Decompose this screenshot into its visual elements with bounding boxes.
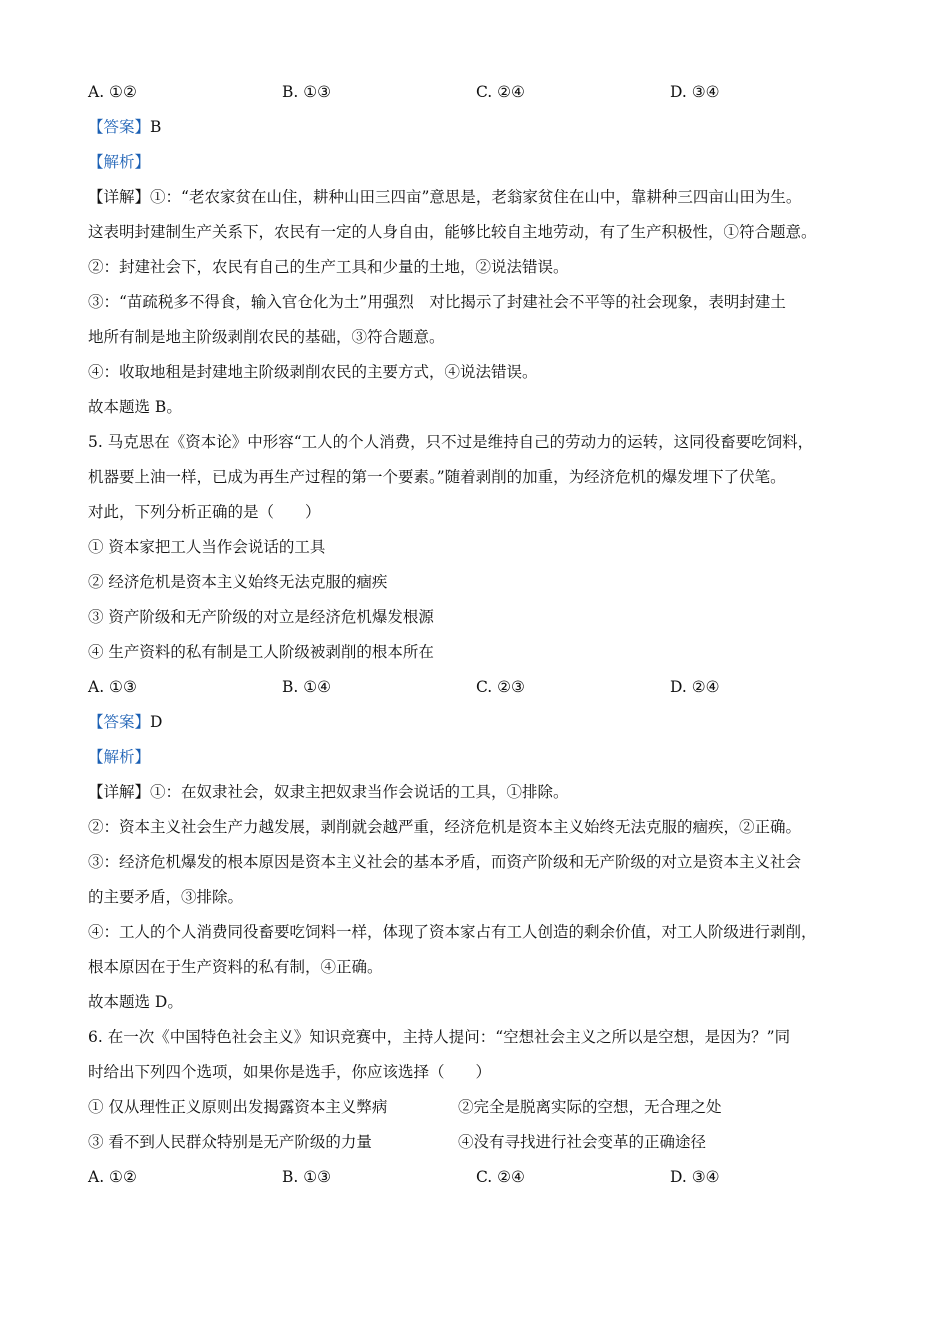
q5-detail-line — [88, 778, 868, 813]
q5-stem-line: 对此，下列分析正确的是（ ） — [88, 503, 321, 521]
q4-detail-line: ④：收取地租是封建地主阶级剥削农民的主要方式，④说法错误。 — [88, 363, 538, 381]
q5-option-a: A. ①③ — [88, 678, 137, 696]
q6-option-c: C. ②④ — [476, 1168, 525, 1186]
q5-statement: ① 资本家把工人当作会说话的工具 — [88, 538, 326, 556]
q5-option-c: C. ②③ — [476, 678, 525, 696]
q5-statement: ④ 生产资料的私有制是工人阶级被剥削的根本所在 — [88, 643, 434, 661]
q4-option-c: C. ②④ — [476, 83, 525, 101]
document-page — [88, 78, 868, 1198]
q5-option-b: B. ①④ — [282, 678, 332, 696]
q4-options — [88, 78, 868, 113]
answer-tag: 【答案】 — [88, 118, 151, 136]
q5-detail-line: 的主要矛盾，③排除。 — [88, 888, 244, 906]
q6-statement: ④没有寻找进行社会变革的正确途径 — [458, 1133, 707, 1151]
q6-option-d: D. ③④ — [670, 1168, 720, 1186]
answer-value: D — [150, 713, 163, 731]
q5-options — [88, 673, 868, 708]
q5-statement: ③ 资产阶级和无产阶级的对立是经济危机爆发根源 — [88, 608, 434, 626]
q4-answer — [88, 113, 868, 148]
q6-option-b: B. ①③ — [282, 1168, 332, 1186]
q6-statement: ① 仅从理性正义原则出发揭露资本主义弊病 — [88, 1098, 388, 1116]
analysis-tag: 【解析】 — [88, 748, 151, 766]
q4-detail-line: 地所有制是地主阶级剥削农民的基础，③符合题意。 — [88, 328, 445, 346]
q5-option-d: D. ②④ — [670, 678, 720, 696]
q4-option-b: B. ①③ — [282, 83, 332, 101]
detail-tag: 【详解】 — [88, 783, 151, 801]
q4-option-d: D. ③④ — [670, 83, 720, 101]
q6-statement-row — [88, 1093, 868, 1128]
q5-conclusion: 故本题选 D。 — [88, 993, 183, 1011]
q5-answer — [88, 708, 868, 743]
q6-stem-line: 6. 在一次《中国特色社会主义》知识竞赛中，主持人提问：“空想社会主义之所以是空想，是因为？”同 — [88, 1028, 791, 1046]
q4-detail-line: ②：封建社会下，农民有自己的生产工具和少量的土地，②说法错误。 — [88, 258, 569, 276]
q5-stem-line: 5. 马克思在《资本论》中形容“工人的个人消费，只不过是维持自己的劳动力的运转，这同役畜要吃饲料， — [88, 433, 814, 451]
q5-statement: ② 经济危机是资本主义始终无法克服的痼疾 — [88, 573, 388, 591]
q6-statement: ③ 看不到人民群众特别是无产阶级的力量 — [88, 1133, 372, 1151]
q5-detail-line: 根本原因在于生产资料的私有制，④正确。 — [88, 958, 383, 976]
detail-tag: 【详解】 — [88, 188, 151, 206]
detail-text: ①：在奴隶社会，奴隶主把奴隶当作会说话的工具，①排除。 — [150, 783, 569, 801]
q4-analysis-heading — [88, 148, 868, 183]
q4-detail-line: ③：“苗疏税多不得食，输入官仓化为土”用强烈 对比揭示了封建社会不平等的社会现象，表明封建土 — [88, 293, 786, 311]
q5-detail-line: ④：工人的个人消费同役畜要吃饲料一样，体现了资本家占有工人创造的剩余价值，对工人阶级进行剥削， — [88, 923, 817, 941]
q5-detail-line: ③：经济危机爆发的根本原因是资本主义社会的基本矛盾，而资产阶级和无产阶级的对立是资本主义社会 — [88, 853, 802, 871]
analysis-tag: 【解析】 — [88, 153, 151, 171]
q5-analysis-heading — [88, 743, 868, 778]
q4-conclusion: 故本题选 B。 — [88, 398, 182, 416]
q4-detail-line — [88, 183, 868, 218]
answer-value: B — [150, 118, 162, 136]
q5-stem-line: 机器要上油一样，已成为再生产过程的第一个要素。”随着剥削的加重，为经济危机的爆发埋下了伏笔。 — [88, 468, 786, 486]
q6-stem-line: 时给出下列四个选项，如果你是选手，你应该选择（ ） — [88, 1063, 492, 1081]
q6-statement: ②完全是脱离实际的空想，无合理之处 — [458, 1098, 722, 1116]
q6-options — [88, 1163, 868, 1198]
q4-option-a: A. ①② — [88, 83, 137, 101]
q6-statement-row — [88, 1128, 868, 1163]
q5-detail-line: ②：资本主义社会生产力越发展，剥削就会越严重，经济危机是资本主义始终无法克服的痼疾，②正确。 — [88, 818, 802, 836]
detail-text: ①：“老农家贫在山住，耕种山田三四亩”意思是，老翁家贫住在山中，靠耕种三四亩山田为生。 — [150, 188, 802, 206]
q6-option-a: A. ①② — [88, 1168, 137, 1186]
answer-tag: 【答案】 — [88, 713, 151, 731]
q4-detail-line: 这表明封建制生产关系下，农民有一定的人身自由，能够比较自主地劳动，有了生产积极性，①符合题意。 — [88, 223, 817, 241]
